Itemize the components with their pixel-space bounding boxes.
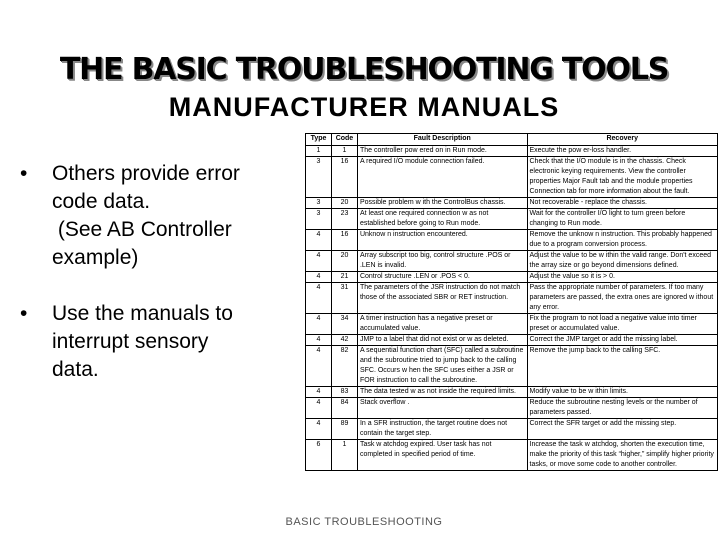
cell-recovery: Fix the program to not load a negative value into timer preset or accumulated value.: [527, 314, 718, 335]
cell-recovery: Correct the SFR target or add the missing step.: [527, 419, 718, 440]
cell-fault-description: JMP to a label that did not exist or w as deleted.: [357, 335, 527, 346]
table-row: [306, 230, 718, 251]
slide-subtitle: MANUFACTURER MANUALS: [168, 92, 560, 122]
bullet-line: (See AB Controller: [52, 218, 232, 241]
cell-fault-description: A sequential function chart (SFC) called a subroutine and the subroutine tried to jump back to the calling SFC. Occurs w hen the SFC uses either a JSR or FOR instruction to call the subroutine.: [357, 346, 527, 387]
header-code: Code: [331, 134, 357, 146]
cell-recovery: Adjust the value to be w ithin the valid range. Don't exceed the array size or go beyond dimensions defined.: [527, 251, 718, 272]
cell-fault-description: A required I/O module connection failed.: [357, 157, 527, 198]
cell-recovery: Reduce the subroutine nesting levels or the number of parameters passed.: [527, 398, 718, 419]
cell-fault-description: Stack overflow .: [357, 398, 527, 419]
cell-fault-description: The data tested w as not inside the required limits.: [357, 387, 527, 398]
cell-fault-description: Unknow n instruction encountered.: [357, 230, 527, 251]
bullet-dot-icon: •: [20, 302, 28, 325]
cell-code: 84: [331, 398, 357, 419]
cell-recovery: Adjust the value so it is > 0.: [527, 272, 718, 283]
slide-footer: BASIC TROUBLESHOOTING: [285, 516, 443, 528]
cell-type: 4: [306, 251, 332, 272]
cell-code: 20: [331, 198, 357, 209]
cell-code: 34: [331, 314, 357, 335]
cell-fault-description: A timer instruction has a negative preset or accumulated value.: [357, 314, 527, 335]
bullet-line: data.: [52, 358, 99, 381]
table-row: [306, 272, 718, 283]
bullet-line: interrupt sensory: [52, 330, 209, 353]
cell-recovery: Wait for the controller I/O light to turn green before changing to Run mode.: [527, 209, 718, 230]
table-row: [306, 419, 718, 440]
cell-type: 4: [306, 387, 332, 398]
cell-type: 4: [306, 230, 332, 251]
table-row: [306, 335, 718, 346]
bullet-line: example): [52, 246, 139, 269]
header-recovery: Recovery: [527, 134, 718, 146]
bullet-item: [20, 300, 290, 384]
cell-type: 1: [306, 146, 332, 157]
bullet-line: Use the manuals to: [52, 302, 233, 325]
cell-code: 31: [331, 283, 357, 314]
cell-code: 16: [331, 230, 357, 251]
cell-type: 6: [306, 440, 332, 471]
slide-title: THE BASIC TROUBLESHOOTING TOOLS: [59, 52, 669, 87]
cell-recovery: Pass the appropriate number of parameters. If too many parameters are passed, the extra ones are ignored w ithout any error.: [527, 283, 718, 314]
cell-type: 4: [306, 314, 332, 335]
cell-type: 4: [306, 419, 332, 440]
cell-type: 4: [306, 272, 332, 283]
cell-recovery: Check that the I/O module is in the chassis. Check electronic keying requirements. View the controller properties Major Fault tab and the module properties Connection tab for more information about the fault.: [527, 157, 718, 198]
cell-code: 23: [331, 209, 357, 230]
cell-fault-description: Control structure .LEN or .POS < 0.: [357, 272, 527, 283]
cell-code: 1: [331, 146, 357, 157]
cell-recovery: Modify value to be w ithin limits.: [527, 387, 718, 398]
fault-code-table: [305, 133, 718, 471]
cell-recovery: Increase the task w atchdog, shorten the execution time, make the priority of this task “higher,” simplify higher priority tasks, or move some code to another controller.: [527, 440, 718, 471]
cell-type: 4: [306, 335, 332, 346]
header-fault-description: Fault Description: [357, 134, 527, 146]
cell-recovery: Execute the pow er-loss handler.: [527, 146, 718, 157]
cell-code: 20: [331, 251, 357, 272]
table-row: [306, 251, 718, 272]
table-row: [306, 209, 718, 230]
cell-recovery: Remove the jump back to the calling SFC.: [527, 346, 718, 387]
cell-recovery: Not recoverable - replace the chassis.: [527, 198, 718, 209]
table-row: [306, 387, 718, 398]
cell-fault-description: Possible problem w ith the ControlBus chassis.: [357, 198, 527, 209]
bullet-dot-icon: •: [20, 162, 28, 185]
cell-fault-description: In a SFR instruction, the target routine does not contain the target step.: [357, 419, 527, 440]
cell-fault-description: The controller pow ered on in Run mode.: [357, 146, 527, 157]
cell-type: 4: [306, 283, 332, 314]
table-row: [306, 398, 718, 419]
table-row: [306, 157, 718, 198]
cell-code: 1: [331, 440, 357, 471]
table-row: [306, 283, 718, 314]
cell-code: 83: [331, 387, 357, 398]
cell-recovery: Remove the unknow n instruction. This probably happened due to a program conversion process.: [527, 230, 718, 251]
cell-fault-description: At least one required connection w as not established before going to Run mode.: [357, 209, 527, 230]
bullet-list: [20, 160, 290, 412]
cell-fault-description: Task w atchdog expired. User task has not completed in specified period of time.: [357, 440, 527, 471]
cell-type: 3: [306, 157, 332, 198]
bullet-item: [20, 160, 290, 272]
cell-fault-description: Array subscript too big, control structure .POS or .LEN is invalid.: [357, 251, 527, 272]
cell-type: 4: [306, 398, 332, 419]
cell-fault-description: The parameters of the JSR instruction do not match those of the associated SBR or RET instruction.: [357, 283, 527, 314]
table-row: [306, 440, 718, 471]
header-type: Type: [306, 134, 332, 146]
cell-type: 3: [306, 198, 332, 209]
cell-code: 89: [331, 419, 357, 440]
table-row: [306, 198, 718, 209]
table-row: [306, 346, 718, 387]
cell-code: 21: [331, 272, 357, 283]
cell-recovery: Correct the JMP target or add the missing label.: [527, 335, 718, 346]
cell-type: 3: [306, 209, 332, 230]
bullet-line: code data.: [52, 190, 151, 213]
cell-code: 42: [331, 335, 357, 346]
table-row: [306, 146, 718, 157]
table-row: [306, 314, 718, 335]
cell-type: 4: [306, 346, 332, 387]
cell-code: 16: [331, 157, 357, 198]
cell-code: 82: [331, 346, 357, 387]
fault-code-table-container: [305, 133, 718, 471]
bullet-line: Others provide error: [52, 162, 240, 185]
table-header-row: [306, 134, 718, 146]
